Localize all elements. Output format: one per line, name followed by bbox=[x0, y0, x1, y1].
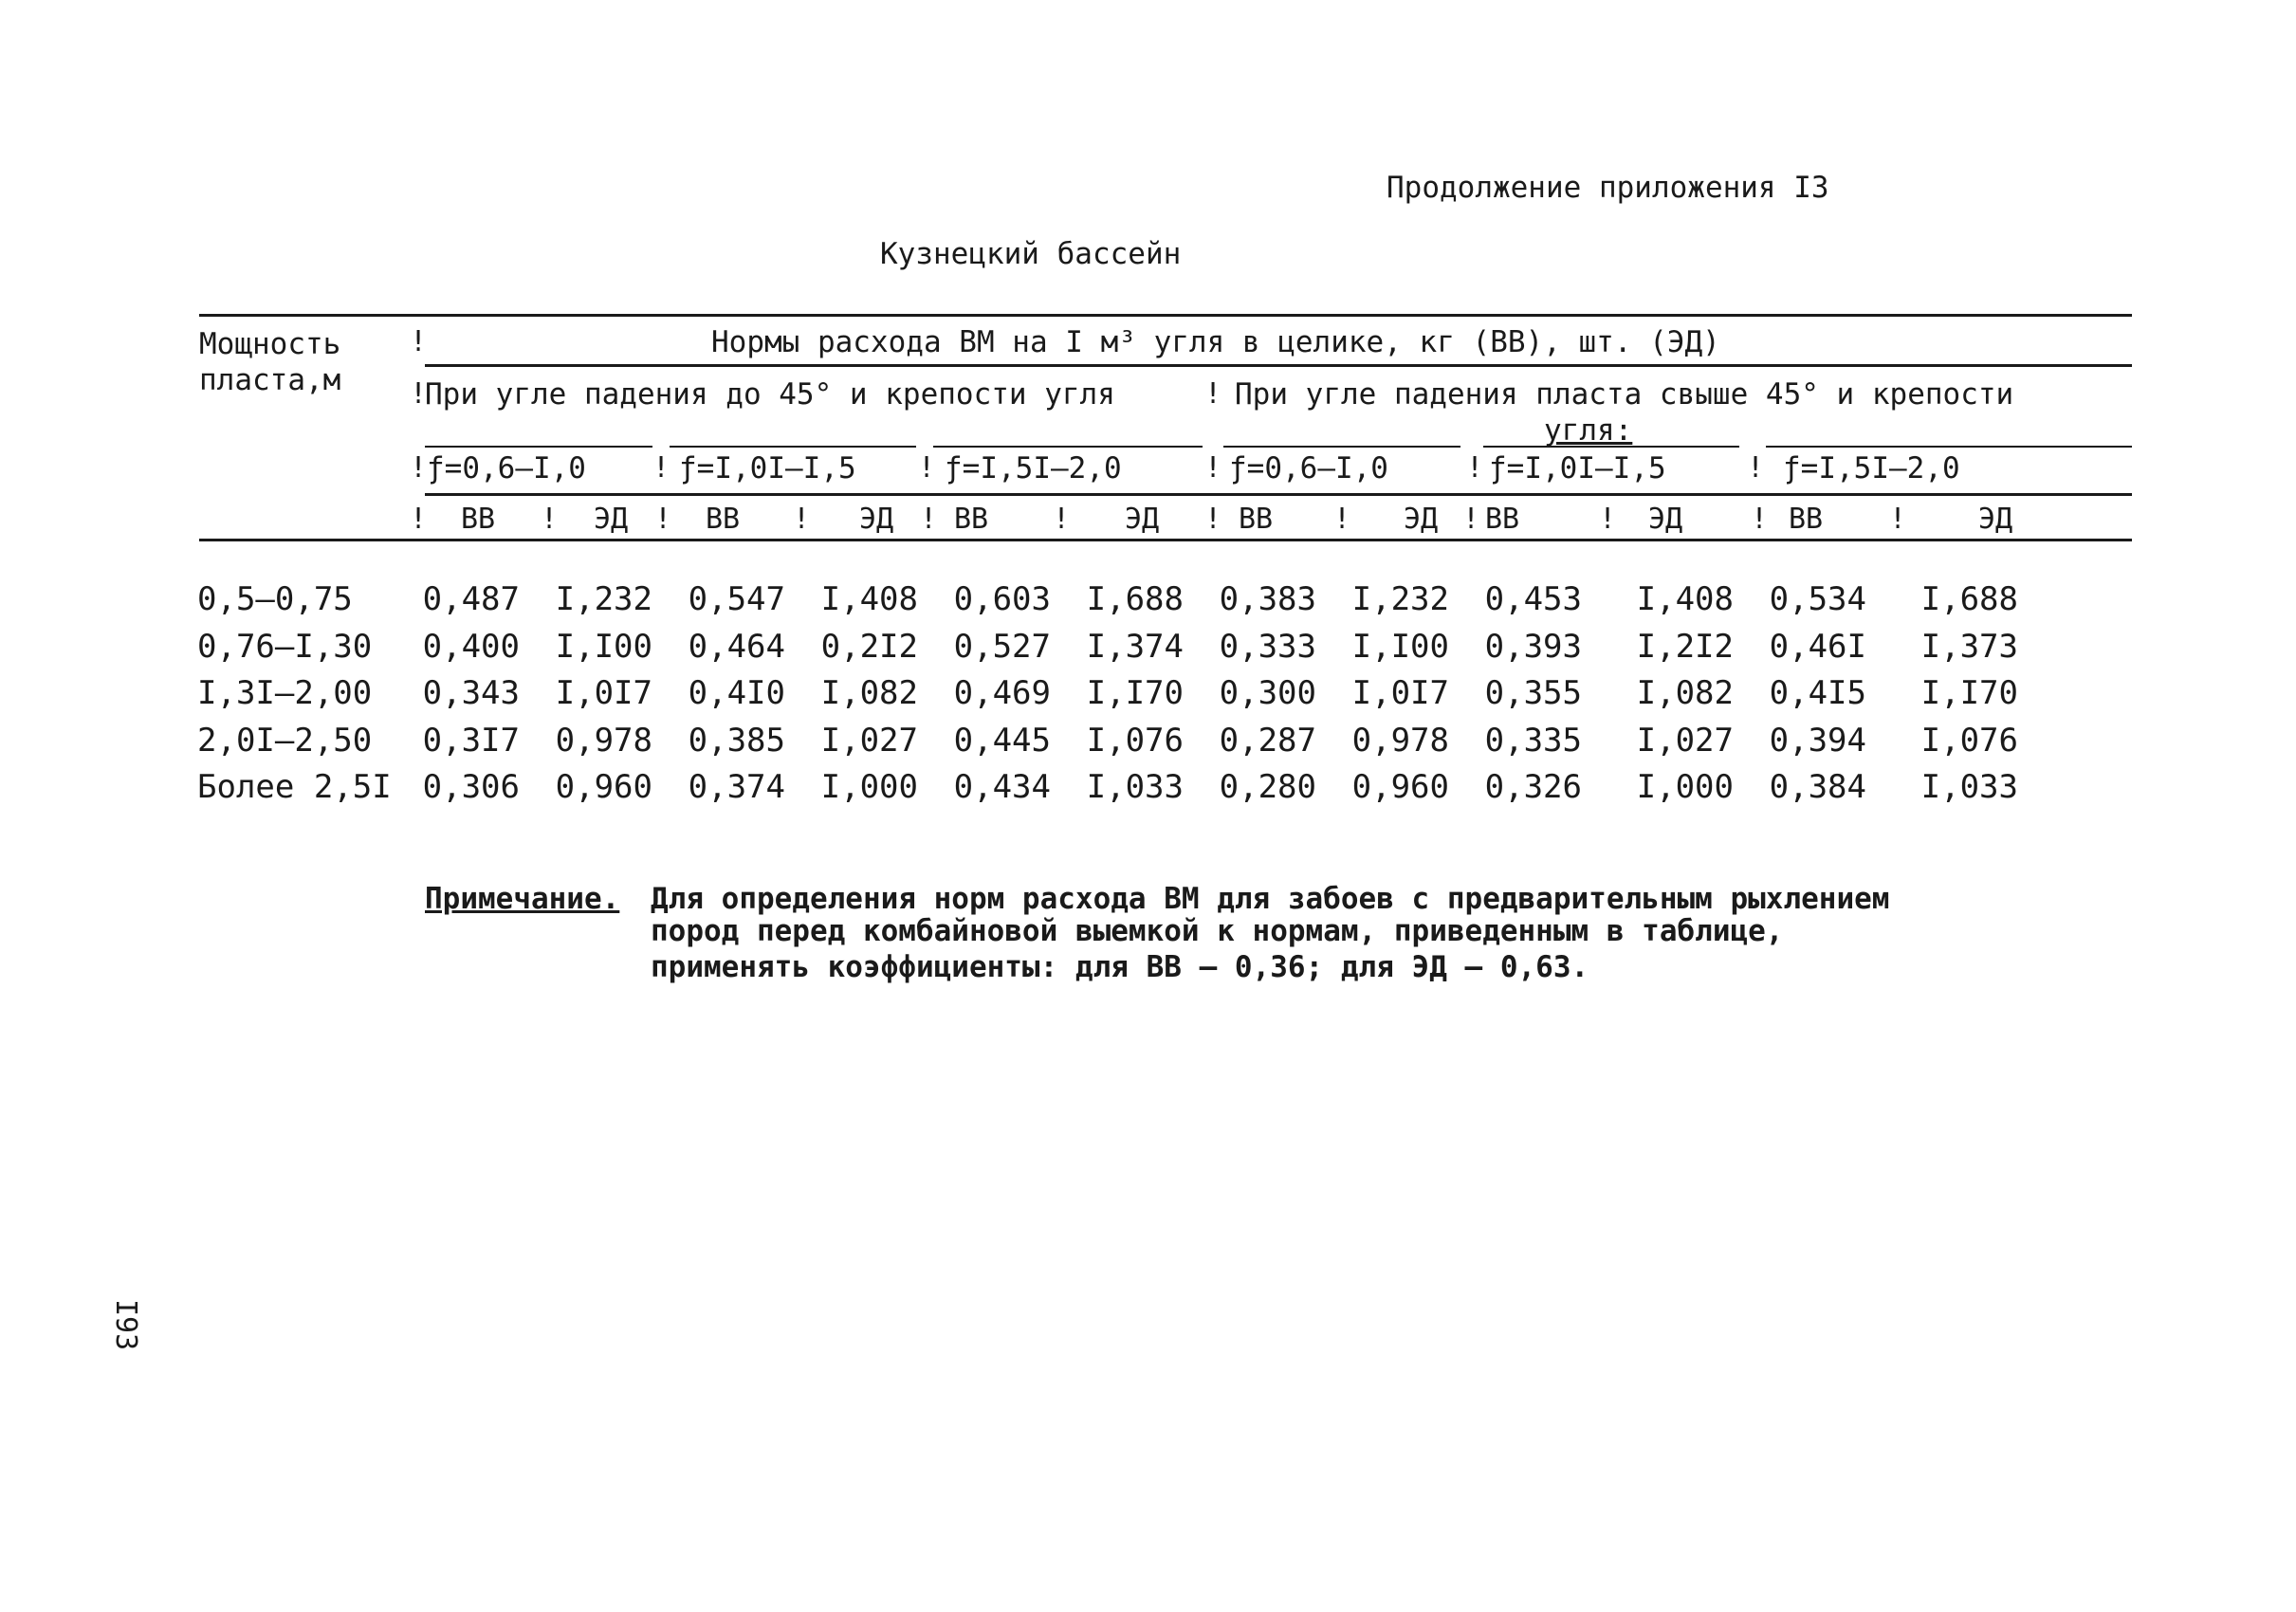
group-left-rule bbox=[933, 446, 1203, 448]
table-cell: I,I70 bbox=[1086, 674, 1184, 712]
table-cell: 0,393 bbox=[1484, 628, 1582, 666]
table-cell: 0,335 bbox=[1484, 722, 1582, 760]
separator: ! bbox=[1204, 503, 1222, 536]
separator: ! bbox=[541, 503, 559, 536]
separator: ! bbox=[410, 451, 428, 485]
table-cell: I,027 bbox=[820, 722, 918, 760]
unit-vv: ВВ bbox=[954, 503, 989, 536]
strength-label: ƒ=I,0I–I,5 bbox=[679, 451, 856, 485]
group-header-right: При угле падения пласта свыше 45° и крепости bbox=[1235, 377, 2014, 412]
unit-vv: ВВ bbox=[1789, 503, 1824, 536]
table-cell: 0,300 bbox=[1219, 674, 1316, 712]
appendix-continuation-title: Продолжение приложения I3 bbox=[1387, 171, 1829, 205]
separator: ! bbox=[410, 377, 428, 411]
table-cell: 0,383 bbox=[1219, 580, 1316, 618]
table-cell: 0,400 bbox=[422, 628, 520, 666]
table-cell: 0,453 bbox=[1484, 580, 1582, 618]
unit-vv: ВВ bbox=[1485, 503, 1520, 536]
table-cell: I,2I2 bbox=[1636, 628, 1734, 666]
table-cell: 0,978 bbox=[555, 722, 652, 760]
table-cell: 0,464 bbox=[688, 628, 785, 666]
unit-ed: ЭД bbox=[1648, 503, 1683, 536]
table-cell: 0,280 bbox=[1219, 768, 1316, 806]
table-cell: I,033 bbox=[1920, 768, 2018, 806]
separator: ! bbox=[1053, 503, 1071, 536]
table-cell: I,0I7 bbox=[555, 674, 652, 712]
strength-rule bbox=[425, 493, 2132, 496]
table-cell: I,408 bbox=[820, 580, 918, 618]
separator: ! bbox=[1747, 451, 1765, 485]
separator: ! bbox=[1204, 451, 1222, 485]
row-thickness-label: 0,76–I,30 bbox=[197, 628, 373, 666]
separator: ! bbox=[652, 451, 670, 485]
group-left-rule bbox=[425, 446, 652, 448]
separator: ! bbox=[1599, 503, 1617, 536]
unit-vv: ВВ bbox=[1239, 503, 1274, 536]
separator: ! bbox=[918, 451, 936, 485]
table-cell: 0,287 bbox=[1219, 722, 1316, 760]
table-cell: I,232 bbox=[555, 580, 652, 618]
table-cell: 0,960 bbox=[1351, 768, 1449, 806]
unit-ed: ЭД bbox=[1404, 503, 1439, 536]
table-cell: 0,487 bbox=[422, 580, 520, 618]
main-header-rule bbox=[425, 364, 2132, 367]
table-cell: I,688 bbox=[1920, 580, 2018, 618]
group-right-rule bbox=[1223, 446, 1460, 448]
table-cell: I,076 bbox=[1086, 722, 1184, 760]
table-cell: 0,434 bbox=[953, 768, 1051, 806]
separator: ! bbox=[410, 325, 428, 358]
separator: ! bbox=[793, 503, 811, 536]
table-cell: I,033 bbox=[1086, 768, 1184, 806]
table-cell: I,000 bbox=[1636, 768, 1734, 806]
row-thickness-label: Более 2,5I bbox=[197, 768, 392, 806]
table-cell: 0,534 bbox=[1769, 580, 1866, 618]
strength-label: ƒ=0,6–I,0 bbox=[427, 451, 586, 485]
separator: ! bbox=[654, 503, 672, 536]
table-cell: 0,4I5 bbox=[1769, 674, 1866, 712]
table-cell: 0,306 bbox=[422, 768, 520, 806]
unit-vv: ВВ bbox=[461, 503, 496, 536]
separator: ! bbox=[1466, 451, 1484, 485]
note-line1: Для определения норм расхода ВМ для забоев с предварительным рыхлением bbox=[651, 882, 1890, 916]
table-cell: 0,46I bbox=[1769, 628, 1866, 666]
table-cell: 0,343 bbox=[422, 674, 520, 712]
table-cell: 0,527 bbox=[953, 628, 1051, 666]
table-cell: 0,326 bbox=[1484, 768, 1582, 806]
table-cell: 0,960 bbox=[555, 768, 652, 806]
thickness-header-line2: пласта,м bbox=[199, 363, 341, 397]
strength-label: ƒ=I,0I–I,5 bbox=[1489, 451, 1666, 485]
table-cell: 0,3I7 bbox=[422, 722, 520, 760]
strength-label: ƒ=I,5I–2,0 bbox=[945, 451, 1122, 485]
group-header-right-2: угля: bbox=[1544, 413, 1633, 448]
table-cell: I,374 bbox=[1086, 628, 1184, 666]
table-cell: 0,4I0 bbox=[688, 674, 785, 712]
basin-title: Кузнецкий бассейн bbox=[880, 237, 1182, 271]
row-thickness-label: 0,5–0,75 bbox=[197, 580, 353, 618]
table-cell: 0,394 bbox=[1769, 722, 1866, 760]
main-header: Нормы расхода ВМ на I м³ угля в целике, кг (ВВ), шт. (ЭД) bbox=[711, 325, 1720, 359]
group-header-left: При угле падения до 45° и крепости угля bbox=[425, 377, 1115, 412]
table-cell: 0,385 bbox=[688, 722, 785, 760]
table-cell: I,082 bbox=[1636, 674, 1734, 712]
note-label: Примечание. bbox=[425, 882, 620, 916]
table-cell: 0,445 bbox=[953, 722, 1051, 760]
table-cell: 0,547 bbox=[688, 580, 785, 618]
note-line3: применять коэффициенты: для ВВ – 0,36; для ЭД – 0,63. bbox=[651, 950, 1589, 984]
table-cell: 0,333 bbox=[1219, 628, 1316, 666]
separator: ! bbox=[920, 503, 938, 536]
table-cell: I,I70 bbox=[1920, 674, 2018, 712]
table-cell: 0,2I2 bbox=[820, 628, 918, 666]
table-cell: I,373 bbox=[1920, 628, 2018, 666]
separator: ! bbox=[1462, 503, 1480, 536]
unit-ed: ЭД bbox=[594, 503, 629, 536]
unit-ed: ЭД bbox=[859, 503, 894, 536]
table-cell: 0,374 bbox=[688, 768, 785, 806]
group-right-rule bbox=[1766, 446, 2132, 448]
table-cell: I,082 bbox=[820, 674, 918, 712]
table-cell: I,232 bbox=[1351, 580, 1449, 618]
separator: ! bbox=[1333, 503, 1351, 536]
header-bottom-rule bbox=[199, 539, 2132, 541]
separator: ! bbox=[1889, 503, 1907, 536]
table-cell: I,027 bbox=[1636, 722, 1734, 760]
note-line2: пород перед комбайновой выемкой к нормам, приведенным в таблице, bbox=[651, 914, 1784, 948]
table-cell: I,076 bbox=[1920, 722, 2018, 760]
separator: ! bbox=[410, 503, 428, 536]
table-cell: I,I00 bbox=[1351, 628, 1449, 666]
table-cell: I,688 bbox=[1086, 580, 1184, 618]
table-cell: I,0I7 bbox=[1351, 674, 1449, 712]
table-cell: 0,978 bbox=[1351, 722, 1449, 760]
table-cell: 0,355 bbox=[1484, 674, 1582, 712]
strength-label: ƒ=0,6–I,0 bbox=[1229, 451, 1388, 485]
unit-ed: ЭД bbox=[1125, 503, 1160, 536]
row-thickness-label: 2,0I–2,50 bbox=[197, 722, 373, 760]
row-thickness-label: I,3I–2,00 bbox=[197, 674, 373, 712]
table-cell: I,I00 bbox=[555, 628, 652, 666]
thickness-header-line1: Мощность bbox=[199, 327, 341, 361]
table-cell: I,000 bbox=[820, 768, 918, 806]
separator: ! bbox=[1204, 377, 1222, 411]
table-cell: 0,469 bbox=[953, 674, 1051, 712]
table-top-rule bbox=[199, 314, 2132, 317]
page-number: I93 bbox=[109, 1299, 142, 1351]
table-cell: I,408 bbox=[1636, 580, 1734, 618]
unit-vv: ВВ bbox=[706, 503, 741, 536]
separator: ! bbox=[1751, 503, 1769, 536]
group-left-rule bbox=[670, 446, 916, 448]
table-cell: 0,603 bbox=[953, 580, 1051, 618]
unit-ed: ЭД bbox=[1978, 503, 2013, 536]
strength-label: ƒ=I,5I–2,0 bbox=[1783, 451, 1960, 485]
table-cell: 0,384 bbox=[1769, 768, 1866, 806]
